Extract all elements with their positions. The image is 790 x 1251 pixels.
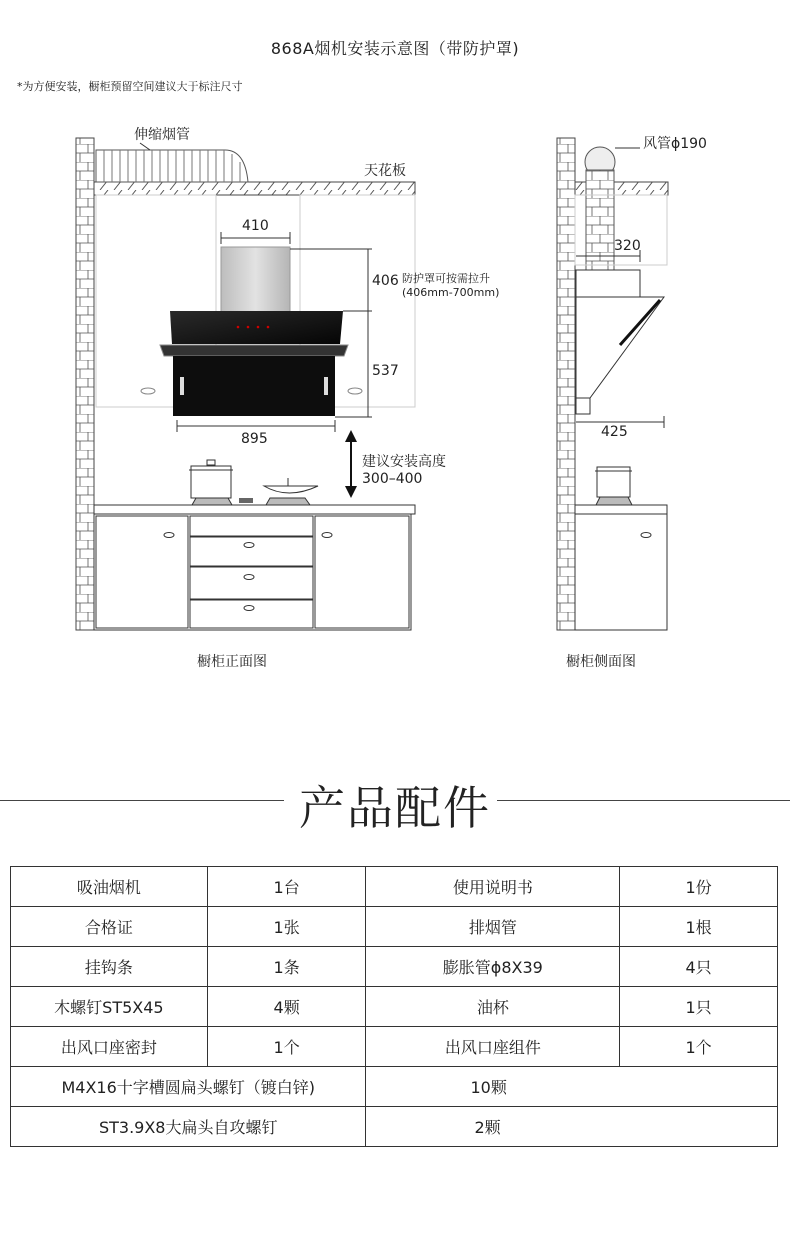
- section-title: 产品配件: [299, 781, 491, 835]
- part-name: 吸油烟机: [11, 867, 208, 907]
- part-name: 膨胀管ϕ8X39: [366, 947, 620, 987]
- front-wall: [76, 138, 94, 630]
- page-title: 868A烟机安装示意图（带防护罩): [270, 39, 520, 58]
- hood-glass-panel: [170, 311, 343, 344]
- cover-note-line1: 防护罩可按需拉升: [402, 272, 490, 285]
- side-hood-cover: [576, 270, 640, 297]
- part-qty: 1个: [207, 1027, 366, 1067]
- side-view: [557, 138, 668, 630]
- dim-depth-top: 320: [614, 238, 641, 254]
- install-height-arrow: [345, 430, 357, 498]
- part-qty: 1台: [207, 867, 366, 907]
- table-row: [11, 1107, 778, 1147]
- part-name: 合格证: [11, 907, 208, 947]
- part-qty: 1份: [620, 867, 778, 907]
- countertop: [94, 505, 415, 514]
- table-row: [11, 1027, 778, 1067]
- part-name: 排烟管: [366, 907, 620, 947]
- part-qty: 1个: [620, 1027, 778, 1067]
- part-name: M4X16十字槽圆扁头螺钉（镀白锌): [11, 1067, 366, 1107]
- dim-body-height: 537: [372, 363, 399, 379]
- install-height-label: 建议安装高度: [362, 454, 446, 470]
- part-qty: 10颗: [366, 1067, 778, 1107]
- install-note: *为方便安装，橱柜预留空间建议大于标注尺寸: [17, 80, 243, 93]
- dim-cover-height: 406: [372, 273, 399, 289]
- part-name: 使用说明书: [366, 867, 620, 907]
- install-height-value: 300–400: [362, 471, 423, 487]
- duct-label: 风管ϕ190: [643, 136, 707, 152]
- ceiling-label: 天花板: [364, 163, 406, 179]
- cabinet-handle: [141, 388, 155, 394]
- front-view-caption: 橱柜正面图: [197, 654, 267, 670]
- cabinet-handle: [348, 388, 362, 394]
- hood-light: [180, 377, 184, 395]
- base-cabinet: [94, 514, 411, 630]
- table-row: [11, 987, 778, 1027]
- part-name: 出风口座密封: [11, 1027, 208, 1067]
- part-name: 挂钩条: [11, 947, 208, 987]
- hood-light: [324, 377, 328, 395]
- parts-table: [10, 866, 778, 1147]
- part-qty: 2颗: [366, 1107, 778, 1147]
- part-name: 木螺钉ST5X45: [11, 987, 208, 1027]
- part-qty: 1根: [620, 907, 778, 947]
- part-name: 油杯: [366, 987, 620, 1027]
- hood-chimney: [221, 247, 290, 313]
- side-view-caption: 橱柜侧面图: [566, 654, 636, 670]
- side-duct: [586, 170, 614, 270]
- part-qty: 4颗: [207, 987, 366, 1027]
- front-view: [76, 138, 415, 630]
- cover-note-line2: (406mm-700mm): [402, 286, 500, 299]
- flex-duct: [96, 143, 248, 182]
- table-row: [11, 907, 778, 947]
- side-wall: [557, 138, 575, 630]
- table-row: [11, 867, 778, 907]
- dim-depth-bottom: 425: [601, 424, 628, 440]
- part-qty: 1张: [207, 907, 366, 947]
- dim-total-width: 895: [241, 431, 268, 447]
- part-qty: 1只: [620, 987, 778, 1027]
- hood-trim: [160, 345, 348, 356]
- table-row: [11, 947, 778, 987]
- part-qty: 4只: [620, 947, 778, 987]
- front-ceiling: [94, 182, 415, 195]
- part-name: ST3.9X8大扁头自攻螺钉: [11, 1107, 366, 1147]
- part-qty: 1条: [207, 947, 366, 987]
- part-name: 出风口座组件: [366, 1027, 620, 1067]
- table-row: [11, 1067, 778, 1107]
- dim-chimney-width: 410: [242, 218, 269, 234]
- stove: [189, 460, 318, 505]
- flex-duct-label: 伸缩烟管: [134, 127, 190, 143]
- hood-body: [173, 356, 335, 416]
